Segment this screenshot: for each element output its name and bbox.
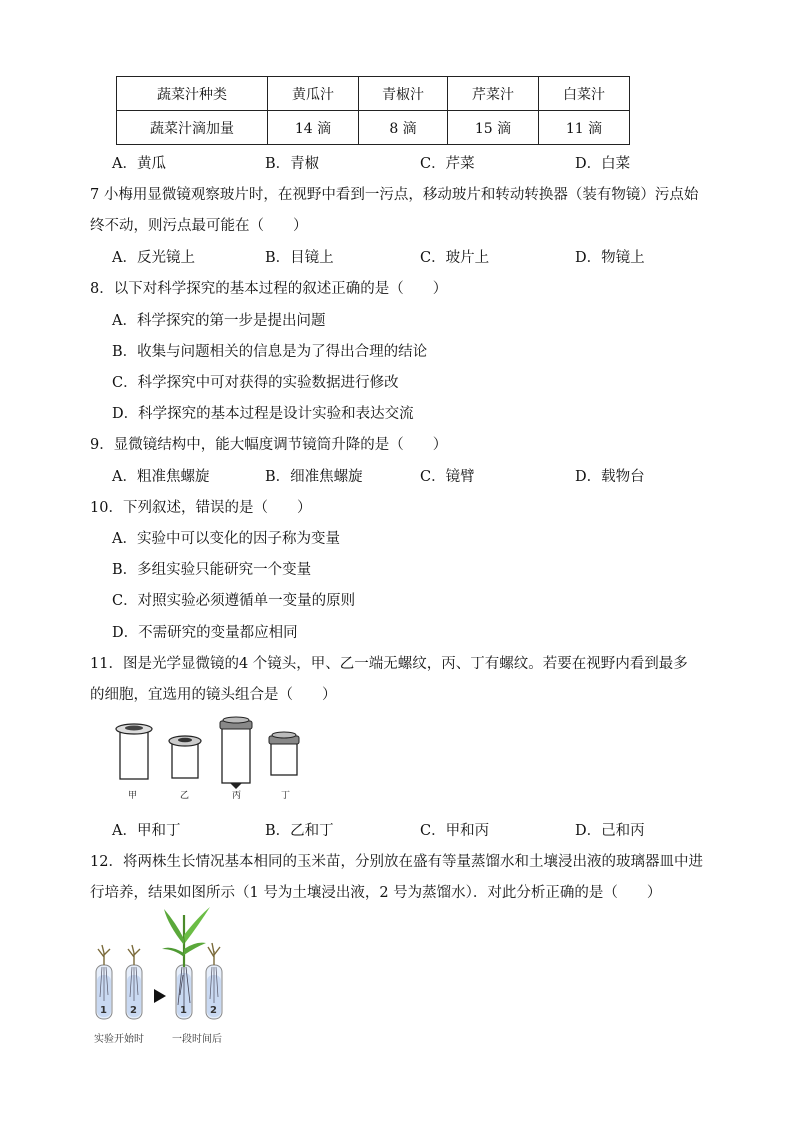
table-cell: 蔬菜汁种类 [117,77,268,111]
table-cell: 芹菜汁 [448,77,539,111]
tube-label: 1 [100,1005,107,1016]
q11-option-b[interactable]: B．乙和丁 [265,823,334,839]
lens-label-ding: 丁 [281,791,291,801]
q12-stem-line2: 行培养，结果如图所示（1 号为土壤浸出液，2 号为蒸馏水）．对此分析正确的是（ ） [90,885,662,901]
q7-stem-line1: 7 小梅用显微镜观察玻片时，在视野中看到一污点，移动玻片和转动转换器（装有物镜）污点始 [90,187,699,203]
q10-option-a[interactable]: A．实验中可以变化的因子称为变量 [112,531,340,547]
q9-stem: 9．显微镜结构中，能大幅度调节镜筒升降的是（ ） [90,437,448,453]
q11-option-a[interactable]: A．甲和丁 [112,823,181,839]
table-cell: 8 滴 [359,111,448,145]
q12-stem-line1: 12．将两株生长情况基本相同的玉米苗，分别放在盛有等量蒸馏水和土壤浸出液的玻璃器皿中进 [90,854,703,870]
table-cell: 15 滴 [448,111,539,145]
q9-option-d[interactable]: D．载物台 [575,469,645,485]
q10-option-d[interactable]: D．不需研究的变量都应相同 [112,625,298,641]
tube-label: 1 [180,1005,187,1016]
q8-option-a[interactable]: A．科学探究的第一步是提出问题 [112,313,326,329]
arrow-right-icon [154,989,166,1003]
q6-option-c[interactable]: C．芹菜 [420,156,475,172]
seedling-experiment-figure [88,905,248,1035]
lens-label-bing: 丙 [232,791,242,801]
caption-experiment-start: 实验开始时 [94,1034,144,1045]
tube-label: 2 [130,1005,137,1016]
q6-option-a[interactable]: A．黄瓜 [112,156,166,172]
q11-stem-line1: 11．图是光学显微镜的4 个镜头，甲、乙一端无螺纹，丙、丁有螺纹。若要在视野内看到最多 [90,656,688,672]
tube-label: 2 [210,1005,217,1016]
table-cell: 蔬菜汁滴加量 [117,111,268,145]
lens-label-jia: 甲 [128,791,138,801]
q11-stem-line2: 的细胞，宜选用的镜头组合是（ ） [90,687,337,703]
q8-option-b[interactable]: B．收集与问题相关的信息是为了得出合理的结论 [112,344,428,360]
caption-after-period: 一段时间后 [172,1034,222,1045]
q9-option-b[interactable]: B．细准焦螺旋 [265,469,363,485]
q7-option-d[interactable]: D．物镜上 [575,250,645,266]
q9-option-c[interactable]: C．镜臂 [420,469,475,485]
q8-stem: 8．以下对科学探究的基本过程的叙述正确的是（ ） [90,281,448,297]
table-cell: 14 滴 [268,111,359,145]
q11-option-d[interactable]: D．己和丙 [575,823,645,839]
table-cell: 11 滴 [539,111,630,145]
vegetable-juice-table [116,76,630,145]
table-cell: 青椒汁 [359,77,448,111]
q9-option-a[interactable]: A．粗准焦螺旋 [112,469,210,485]
lens-jia-icon [116,724,152,779]
table-cell: 黄瓜汁 [268,77,359,111]
table-row [117,77,630,111]
lens-figure [110,715,310,800]
test-tube-with-seedling-icon [162,907,210,1019]
q10-stem: 10．下列叙述，错误的是（ ） [90,500,312,516]
table-cell: 白菜汁 [539,77,630,111]
q10-option-b[interactable]: B．多组实验只能研究一个变量 [112,562,312,578]
q10-option-c[interactable]: C．对照实验必须遵循单一变量的原则 [112,593,356,609]
q6-option-d[interactable]: D．白菜 [575,156,631,172]
q7-stem-line2: 终不动，则污点最可能在（ ） [90,218,308,234]
q8-option-d[interactable]: D．科学探究的基本过程是设计实验和表达交流 [112,406,414,422]
lens-ding-icon [269,732,299,775]
q11-option-c[interactable]: C．甲和丙 [420,823,490,839]
q7-option-a[interactable]: A．反光镜上 [112,250,195,266]
lens-yi-icon [169,736,201,778]
lens-bing-icon [220,717,252,789]
q7-option-b[interactable]: B．目镜上 [265,250,334,266]
q6-option-b[interactable]: B．青椒 [265,156,320,172]
q7-option-c[interactable]: C．玻片上 [420,250,490,266]
lens-label-yi: 乙 [180,791,190,801]
q8-option-c[interactable]: C．科学探究中可对获得的实验数据进行修改 [112,375,399,391]
table-row [117,111,630,145]
